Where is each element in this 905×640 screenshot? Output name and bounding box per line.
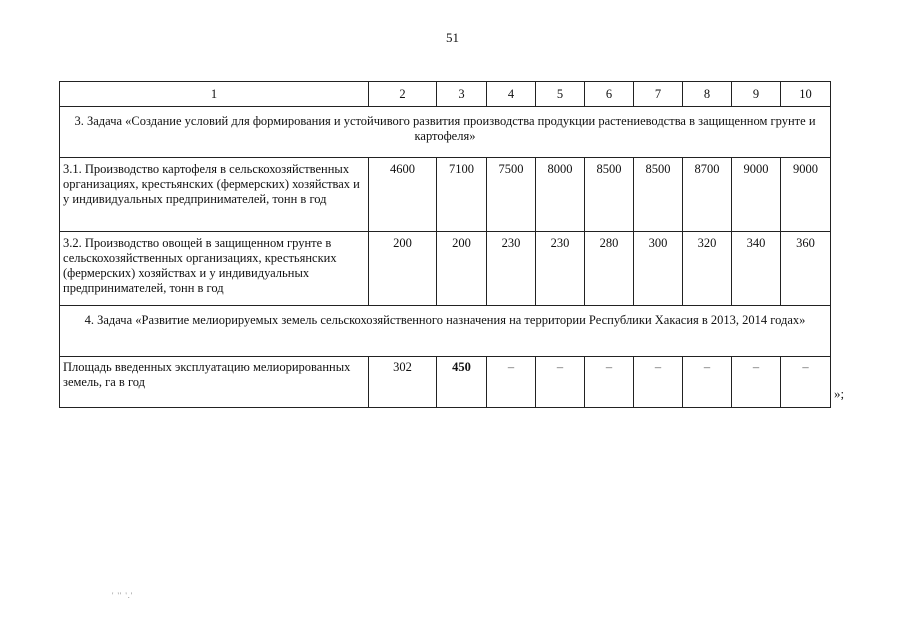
column-header: 4 xyxy=(487,82,536,107)
indicator-value: 9000 xyxy=(732,158,781,232)
indicator-value: 8500 xyxy=(634,158,683,232)
column-header: 7 xyxy=(634,82,683,107)
page-number: 51 xyxy=(446,30,459,45)
indicator-value: 280 xyxy=(585,232,634,306)
column-header: 9 xyxy=(732,82,781,107)
column-header: 2 xyxy=(369,82,437,107)
section-row xyxy=(60,107,831,158)
indicators-table xyxy=(59,81,831,408)
column-header: 8 xyxy=(683,82,732,107)
indicator-name: 3.2. Производство овощей в защищенном грунте в сельскохозяйственных организациях, крестьянских (фермерских) хозяйствах и у индивидуальных предпринимателей, тонн в год xyxy=(60,232,369,306)
indicator-value: 7500 xyxy=(487,158,536,232)
indicator-value: 360 xyxy=(781,232,831,306)
section-3-title: 3. Задача «Создание условий для формирования и устойчивого развития производства продукции растениеводства в защищенном грунте и картофеля» xyxy=(60,107,831,158)
indicator-value: 200 xyxy=(437,232,487,306)
indicator-value: 450 xyxy=(437,357,487,408)
indicator-value: 302 xyxy=(369,357,437,408)
indicator-value: 4600 xyxy=(369,158,437,232)
indicator-value: 8000 xyxy=(536,158,585,232)
indicator-value: 230 xyxy=(487,232,536,306)
indicator-value: 340 xyxy=(732,232,781,306)
column-header: 3 xyxy=(437,82,487,107)
table-row xyxy=(60,232,831,306)
indicator-value: – xyxy=(683,357,732,408)
indicator-value: – xyxy=(732,357,781,408)
indicator-value: 320 xyxy=(683,232,732,306)
closing-quote: »; xyxy=(834,386,845,401)
indicator-value: 300 xyxy=(634,232,683,306)
column-header: 5 xyxy=(536,82,585,107)
indicator-value: 7100 xyxy=(437,158,487,232)
column-header: 10 xyxy=(781,82,831,107)
table-row xyxy=(60,357,831,408)
indicator-value: – xyxy=(487,357,536,408)
indicator-value: 8500 xyxy=(585,158,634,232)
indicator-value: 200 xyxy=(369,232,437,306)
section-4-title: 4. Задача «Развитие мелиорируемых земель сельскохозяйственного назначения на территории Республики Хакасия в 2013, 2014 годах» xyxy=(60,306,831,357)
indicator-value: – xyxy=(536,357,585,408)
indicator-name: 3.1. Производство картофеля в сельскохозяйственных организациях, крестьянских (фермерских) хозяйствах и у индивидуальных предпринимателей, тонн в год xyxy=(60,158,369,232)
indicator-name: Площадь введенных эксплуатацию мелиорированных земель, га в год xyxy=(60,357,369,408)
indicator-value: – xyxy=(634,357,683,408)
table-row xyxy=(60,158,831,232)
indicator-value: – xyxy=(585,357,634,408)
column-header: 6 xyxy=(585,82,634,107)
indicator-value: 230 xyxy=(536,232,585,306)
margin-mark: ' '' '.' xyxy=(112,591,134,600)
indicator-value: – xyxy=(781,357,831,408)
indicator-value: 9000 xyxy=(781,158,831,232)
section-row xyxy=(60,306,831,357)
indicator-value: 8700 xyxy=(683,158,732,232)
column-header: 1 xyxy=(60,82,369,107)
header-row xyxy=(60,82,831,107)
